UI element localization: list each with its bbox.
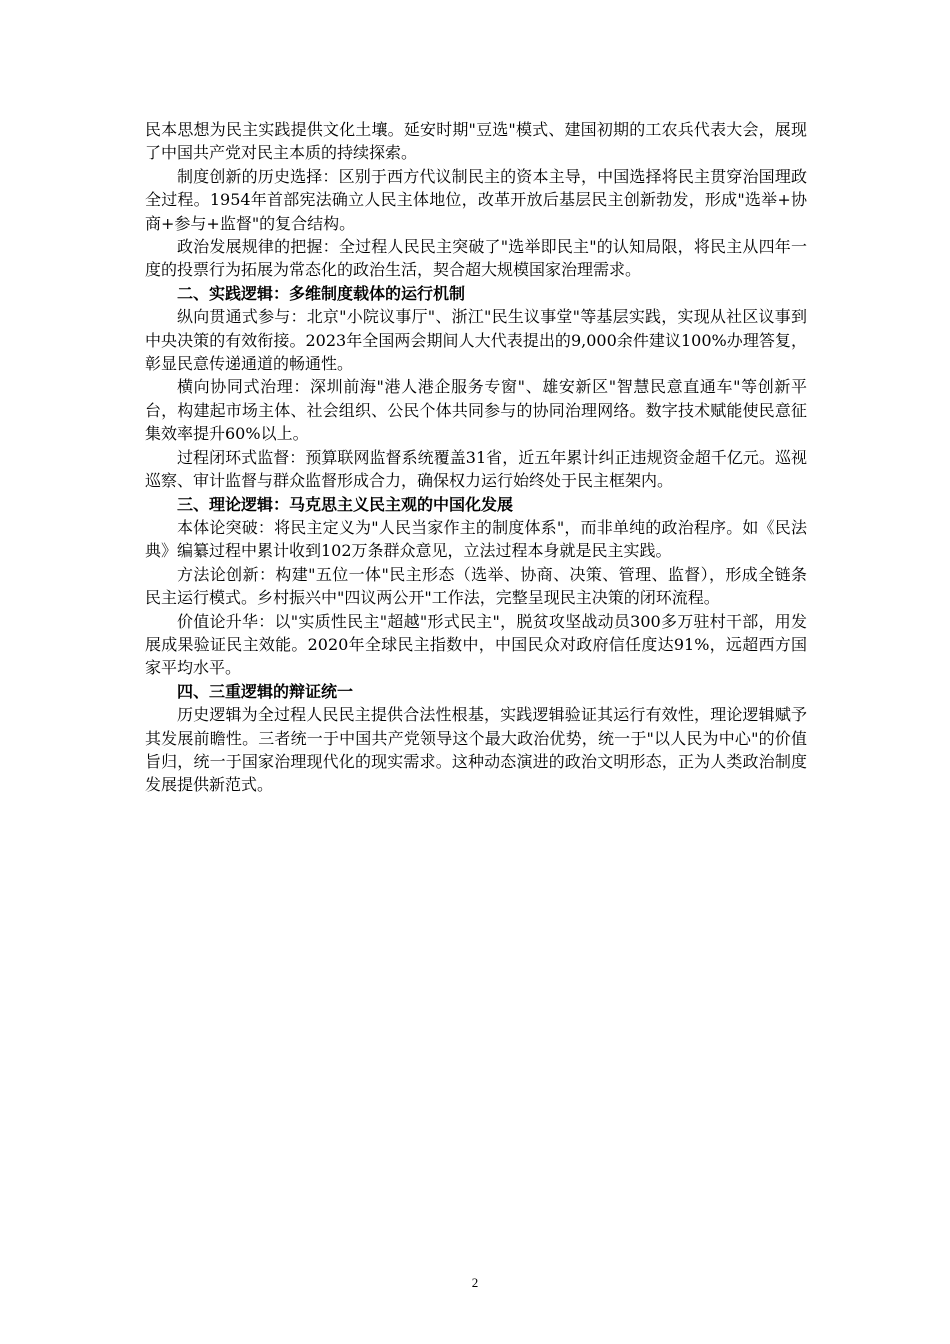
section-heading-theory-logic: 三、理论逻辑：马克思主义民主观的中国化发展 (177, 494, 514, 514)
paragraph-political-development: 政治发展规律的把握：全过程人民民主突破了"选举即民主"的认知局限，将民主从四年一度的投票行为拓展为常态化的政治生活，契合超大规模国家治理需求。 (145, 237, 807, 280)
paragraph-vertical-participation: 纵向贯通式参与：北京"小院议事厅"、浙江"民生议事堂"等基层实践，实现从社区议事到中央决策的有效衔接。2023年全国两会期间人大代表提出的9,000余件建议100%办理答复，彰显民意传递通道的畅通性。 (145, 307, 807, 374)
paragraph-horizontal-governance: 横向协同式治理：深圳前海"港人港企服务专窗"、雄安新区"智慧民意直通车"等创新平台，构建起市场主体、社会组织、公民个体共同参与的协同治理网络。数字技术赋能使民意征集效率提升60%以上。 (145, 377, 807, 444)
paragraph-conclusion: 历史逻辑为全过程人民民主提供合法性根基，实践逻辑验证其运行有效性，理论逻辑赋予其发展前瞻性。三者统一于中国共产党领导这个最大政治优势，统一于"以人民为中心"的价值旨归，统一于国家治理现代化的现实需求。这种动态演进的政治文明形态，正为人类政治制度发展提供新范式。 (145, 705, 807, 795)
paragraph-continuation: 民本思想为民主实践提供文化土壤。延安时期"豆选"模式、建国初期的工农兵代表大会，展现了中国共产党对民主本质的持续探索。 (145, 120, 807, 163)
paragraph-axiology: 价值论升华：以"实质性民主"超越"形式民主"，脱贫攻坚战动员300多万驻村干部，用发展成果验证民主效能。2020年全球民主指数中，中国民众对政府信任度达91%，远超西方国家平均水平。 (145, 611, 807, 678)
paragraph-institutional-innovation: 制度创新的历史选择：区别于西方代议制民主的资本主导，中国选择将民主贯穿治国理政全过程。1954年首部宪法确立人民主体地位，改革开放后基层民主创新勃发，形成"选举+协商+参与+监督"的复合结构。 (145, 166, 807, 233)
section-heading-practice-logic: 二、实践逻辑：多维制度载体的运行机制 (177, 283, 466, 303)
paragraph-ontology: 本体论突破：将民主定义为"人民当家作主的制度体系"，而非单纯的政治程序。如《民法典》编纂过程中累计收到102万条群众意见，立法过程本身就是民主实践。 (145, 517, 807, 561)
paragraph-closed-loop-supervision: 过程闭环式监督：预算联网监督系统覆盖31省，近五年累计纠正违规资金超千亿元。巡视巡察、审计监督与群众监督形成合力，确保权力运行始终处于民主框架内。 (145, 447, 807, 491)
section-heading-dialectical-unity: 四、三重逻辑的辩证统一 (177, 681, 354, 701)
page-number: 2 (471, 1275, 479, 1290)
paragraph-methodology: 方法论创新：构建"五位一体"民主形态（选举、协商、决策、管理、监督），形成全链条民主运行模式。乡村振兴中"四议两公开"工作法，完整呈现民主决策的闭环流程。 (145, 564, 807, 608)
document-body (145, 118, 807, 797)
